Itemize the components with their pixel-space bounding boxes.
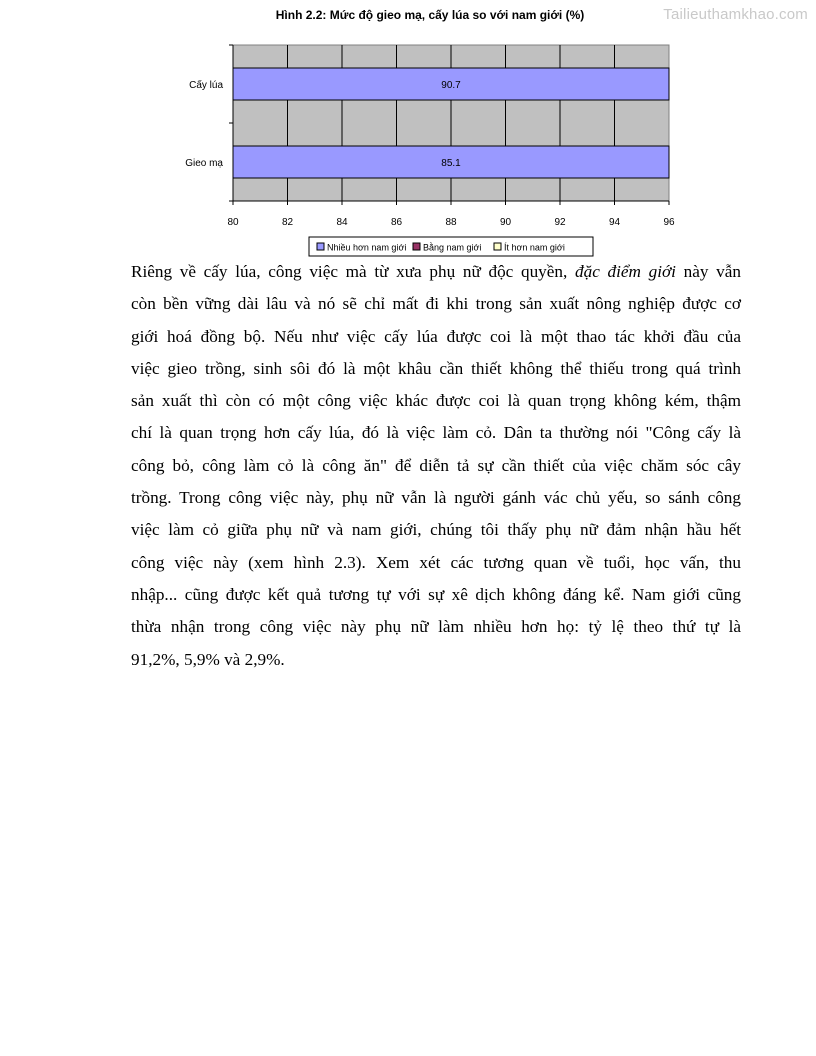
x-tick-label: 94 xyxy=(608,217,621,228)
legend-swatch xyxy=(413,243,420,250)
paragraph-line: thừa nhận trong công việc này phụ nữ làm nhiều hơn họ: tỷ lệ theo thứ tự là xyxy=(131,617,741,637)
paragraph-line: còn bền vững dài lâu và nó sẽ chỉ mất đi khi trong sản xuất nông nghiệp được cơ xyxy=(131,294,741,314)
paragraph-line: sản xuất thì còn có một công việc khác được coi là quan trọng không kém, thậm xyxy=(131,391,741,411)
emphasis-term: đặc điểm giới xyxy=(575,262,676,281)
x-tick-label: 90 xyxy=(499,217,512,228)
chart-title: Hình 2.2: Mức độ gieo mạ, cấy lúa so với nam giới (%) xyxy=(275,8,585,22)
data-label: 90.7 xyxy=(441,80,461,91)
paragraph-line: Riêng về cấy lúa, công việc mà từ xưa phụ nữ độc quyền, đặc điểm giới này vẫn xyxy=(131,262,741,281)
x-tick-label: 96 xyxy=(663,217,675,228)
category-label: Gieo mạ xyxy=(185,158,223,169)
watermark: Tailieuthamkhao.com xyxy=(663,6,808,23)
stacked-bar-chart xyxy=(160,0,700,260)
category-label: Cấy lúa xyxy=(189,80,223,91)
chart-figure xyxy=(160,0,700,260)
legend-swatch xyxy=(317,243,324,250)
paragraph-line: công việc này (xem hình 2.3). Xem xét các tương quan về tuổi, học vấn, thu xyxy=(131,552,741,572)
x-tick-label: 92 xyxy=(554,217,566,228)
paragraph-line: việc gieo trồng, sinh sôi đó là một khâu cần thiết không thể thiếu trong quá trình xyxy=(131,358,741,378)
paragraph-line: việc làm cỏ giữa phụ nữ và nam giới, chúng tôi thấy phụ nữ đảm nhận hầu hết xyxy=(131,520,741,540)
x-tick-label: 86 xyxy=(390,217,403,228)
paragraph-line: nhập... cũng được kết quả tương tự với sự xê dịch không đáng kể. Nam giới cũng xyxy=(131,584,741,604)
x-tick-label: 84 xyxy=(336,217,348,228)
paragraph-line: công bỏ, công làm cỏ là công ăn" để diễn tả sự cần thiết của việc chăm sóc cây xyxy=(131,455,741,475)
x-tick-label: 88 xyxy=(445,217,457,228)
x-tick-label: 82 xyxy=(281,217,294,228)
legend-label: Bằng nam giới xyxy=(423,242,482,253)
x-tick-label: 80 xyxy=(227,217,239,228)
data-label: 85.1 xyxy=(441,158,461,169)
body-paragraph xyxy=(131,256,741,676)
paragraph-line: giới hoá đồng bộ. Nếu như việc cấy lúa được coi là một thao tác khởi đầu của xyxy=(131,326,741,346)
paragraph-line: 91,2%, 5,9% và 2,9%. xyxy=(131,649,285,669)
legend-label: Ít hơn nam giới xyxy=(504,242,565,253)
legend-label: Nhiều hơn nam giới xyxy=(327,242,407,253)
paragraph-line: chí là quan trọng hơn cấy lúa, đó là việc làm cỏ. Dân ta thường nói "Công cấy là xyxy=(131,423,741,443)
legend-swatch xyxy=(494,243,501,250)
paragraph-line: trồng. Trong công việc này, phụ nữ vẫn là người gánh vác chủ yếu, so sánh công xyxy=(131,488,741,508)
